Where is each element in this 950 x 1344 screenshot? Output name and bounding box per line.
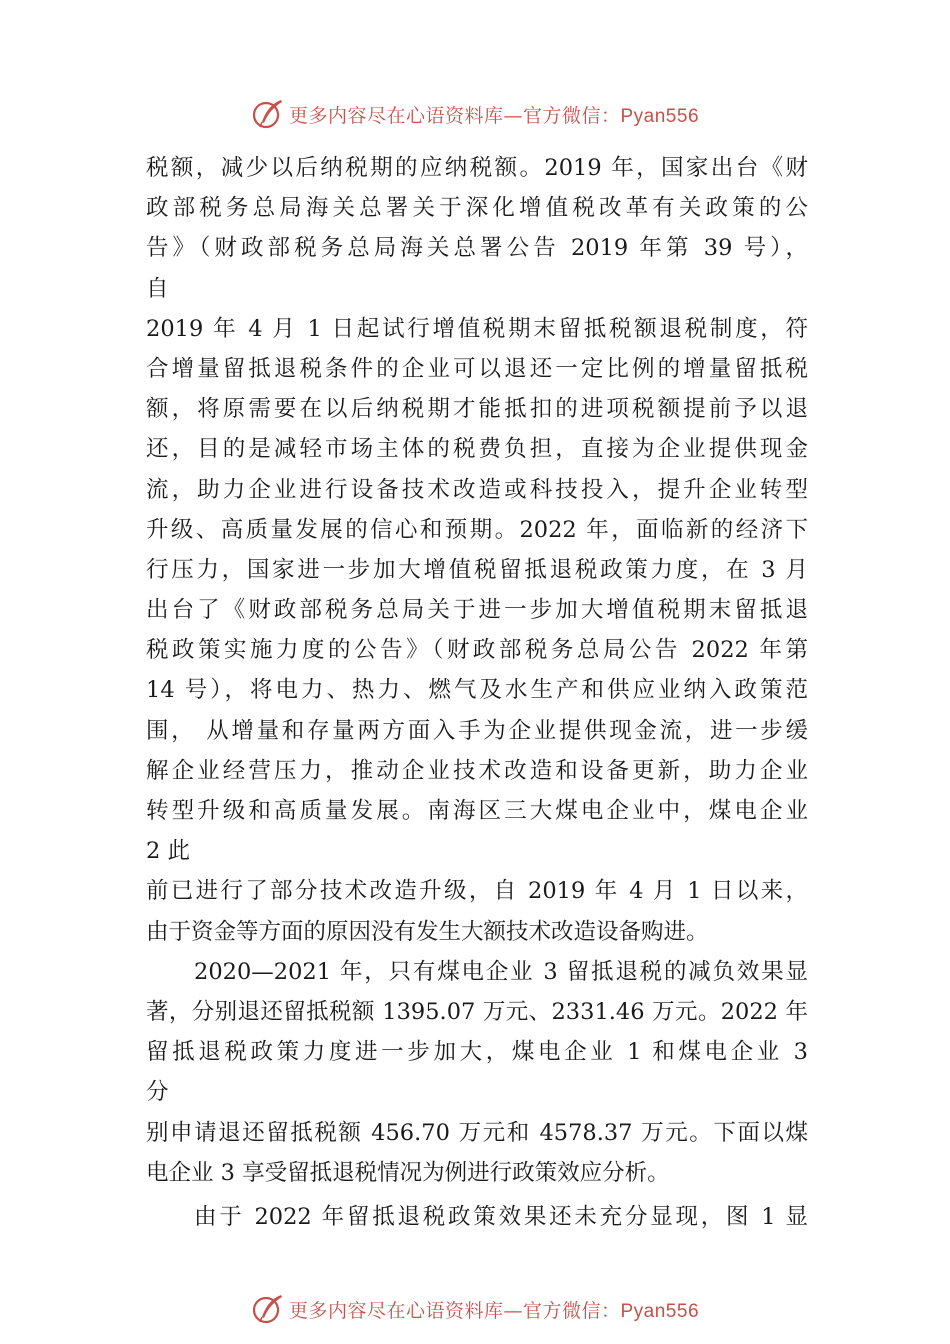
- banner-separator: —: [503, 104, 523, 127]
- header-banner: [0, 96, 950, 132]
- text-line: 著，分别退还留抵税额 1395.07 万元、2331.46 万元。2022 年: [146, 998, 808, 1025]
- text-line: 由于 2022 年留抵退税政策效果还未充分显现，图 1 显: [194, 1203, 808, 1230]
- text-line: 2019 年 4 月 1 日起试行增值税期末留抵税额退税制度，符: [146, 315, 808, 342]
- text-line: 额，将原需要在以后纳税期才能抵扣的进项税额提前予以退: [146, 396, 808, 423]
- text-line: 告》（财政部税务总局海关总署公告 2019 年第 39 号），: [146, 235, 808, 262]
- footer-banner: [0, 1291, 950, 1327]
- text-line: 围， 从增量和存量两方面入手为企业提供现金流，进一步缓: [146, 717, 808, 744]
- text-line: 分: [146, 1079, 169, 1106]
- text-line: 行压力，国家进一步加大增值税留抵退税政策力度，在 3 月: [146, 556, 808, 583]
- document-body: [146, 148, 808, 1237]
- text-line: 解企业经营压力，推动企业技术改造和设备更新，助力企业: [146, 757, 808, 784]
- banner-wechat: 官方微信：Pyan556: [523, 105, 700, 127]
- text-line: 留抵退税政策力度进一步加大，煤电企业 1 和煤电企业 3: [146, 1039, 808, 1066]
- text-line: 自: [146, 275, 169, 302]
- banner-main: 更多内容尽在心语资料库: [288, 1299, 504, 1322]
- text-line: 别申请退还留抵税额 456.70 万元和 4578.37 万元。下面以煤: [146, 1119, 808, 1146]
- banner-wechat: 官方微信：Pyan556: [523, 1300, 700, 1322]
- text-line: 税额，减少以后纳税期的应纳税额。2019 年，国家出台《财: [146, 155, 808, 181]
- quill-pen-circle-icon: [251, 97, 285, 131]
- text-line: 2 此: [146, 838, 190, 865]
- text-line: 转型升级和高质量发展。南海区三大煤电企业中，煤电企业: [146, 798, 808, 824]
- text-line: 政部税务总局海关总署关于深化增值税改革有关政策的公: [146, 195, 808, 222]
- text-line: 由于资金等方面的原因没有发生大额技术改造设备购进。: [146, 918, 709, 945]
- banner-text: [289, 1296, 699, 1323]
- text-line: 流，助力企业进行设备技术改造或科技投入，提升企业转型: [146, 476, 808, 503]
- text-line: 合增量留抵退税条件的企业可以退还一定比例的增量留抵税: [146, 355, 808, 382]
- banner-text: [289, 101, 699, 128]
- text-line: 税政策实施力度的公告》（财政部税务总局公告 2022 年第: [146, 637, 808, 664]
- quill-pen-circle-icon: [251, 1292, 285, 1326]
- text-line: 还，目的是减轻市场主体的税费负担，直接为企业提供现金: [146, 436, 808, 463]
- text-line: 14 号），将电力、热力、燃气及水生产和供应业纳入政策范: [146, 677, 808, 704]
- text-line: 前已进行了部分技术改造升级，自 2019 年 4 月 1 日以来，: [146, 878, 808, 905]
- text-line: 升级、高质量发展的信心和预期。2022 年，面临新的经济下: [146, 516, 808, 543]
- text-line: 电企业 3 享受留抵退税情况为例进行政策效应分析。: [146, 1159, 670, 1186]
- banner-main: 更多内容尽在心语资料库: [288, 104, 504, 127]
- text-line: 2020—2021 年，只有煤电企业 3 留抵退税的减负效果显: [194, 958, 808, 985]
- banner-separator: —: [503, 1299, 523, 1322]
- text-line: 出台了《财政部税务总局关于进一步加大增值税期末留抵退: [146, 597, 808, 624]
